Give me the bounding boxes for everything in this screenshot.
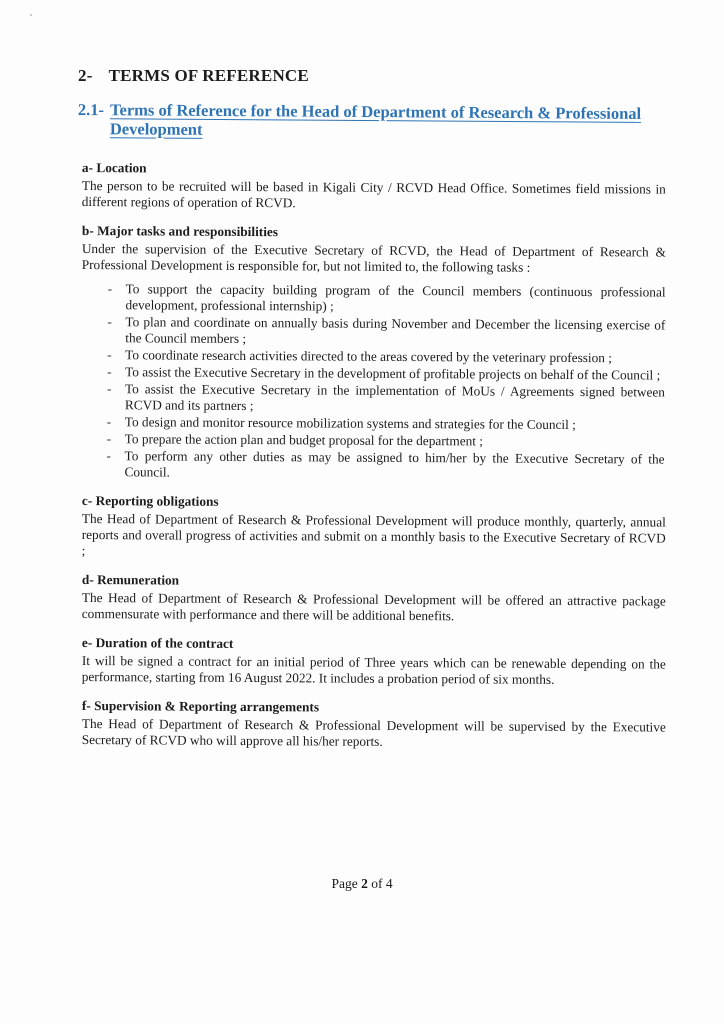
- remuneration-text: The Head of Department of Research & Professional Development will be offered an attractive package commensurate with performance and there will be additional benefits.: [81, 589, 666, 624]
- tasks-heading: b- Major tasks and responsibilities: [81, 223, 279, 240]
- page-of: of: [371, 876, 383, 891]
- remuneration-block: [82, 572, 666, 626]
- duration-heading: e- Duration of the contract: [81, 635, 234, 651]
- section-title: TERMS OF REFERENCE: [108, 66, 309, 85]
- scan-speck: [30, 14, 32, 16]
- supervision-text: The Head of Department of Research & Professional Development will be supervised by the Executive Secretary of RCVD who will approve all his/her reports.: [81, 715, 666, 749]
- remuneration-heading: d- Remuneration: [81, 572, 180, 588]
- supervision-block: [82, 698, 666, 752]
- subsection-title: Terms of Reference for the Head of Department of Research & Professional Development: [109, 100, 642, 139]
- tasks-intro: Under the supervision of the Executive Secretary of RCVD, the Head of Department of Research & Professional Development is responsible for, but not limited to, the following tasks :: [81, 240, 666, 275]
- page-footer: [0, 876, 724, 892]
- page-number: 2: [361, 876, 368, 891]
- location-block: [82, 160, 666, 214]
- location-heading: a- Location: [81, 160, 147, 176]
- task-item: - To coordinate research activities directed to the areas covered by the veterinary profession ;: [107, 347, 665, 366]
- location-text: The person to be recruited will be based in Kigali City / RCVD Head Office. Sometimes field missions in different regions of operation of RCVD.: [81, 177, 666, 211]
- duration-text: It will be signed a contract for an initial period of Three years which can be renewable depending on the performance, starting from 16 August 2022. It includes a probation period of six months.: [81, 652, 666, 687]
- tasks-block: [80, 223, 666, 484]
- task-item: - To support the capacity building program of the Council members (continuous professional development, professional internship) ;: [107, 281, 665, 316]
- task-item: - To perform any other duties as may be assigned to him/her by the Executive Secretary of the Council.: [106, 448, 664, 483]
- reporting-text: The Head of Department of Research & Professional Development will produce monthly, quarterly, annual reports and overall progress of activities and submit on a monthly basis to the Executive Secretary of RCVD ;: [81, 510, 666, 559]
- section-heading: [78, 66, 666, 86]
- task-item: - To plan and coordinate on annually basis during November and December the licensing exercise of the Council members ;: [107, 314, 665, 349]
- tasks-list: [80, 281, 665, 484]
- supervision-heading: f- Supervision & Reporting arrangements: [81, 698, 320, 715]
- task-item: - To assist the Executive Secretary in the implementation of MoUs / Agreements signed between RCVD and its partners ;: [107, 381, 665, 416]
- subsection-number: 2.1-: [77, 100, 105, 120]
- subsection-heading: [78, 100, 666, 142]
- section-number: 2-: [78, 66, 93, 85]
- duration-block: [82, 635, 666, 689]
- task-item: - To design and monitor resource mobilization systems and strategies for the Council ;: [107, 414, 665, 433]
- reporting-heading: c- Reporting obligations: [81, 493, 219, 509]
- reporting-block: [82, 493, 666, 563]
- task-item: - To assist the Executive Secretary in the development of profitable projects on behalf of the Council ;: [107, 364, 665, 383]
- page-label: Page: [331, 876, 358, 891]
- page-total: 4: [385, 876, 393, 891]
- task-item: - To prepare the action plan and budget proposal for the department ;: [107, 431, 665, 450]
